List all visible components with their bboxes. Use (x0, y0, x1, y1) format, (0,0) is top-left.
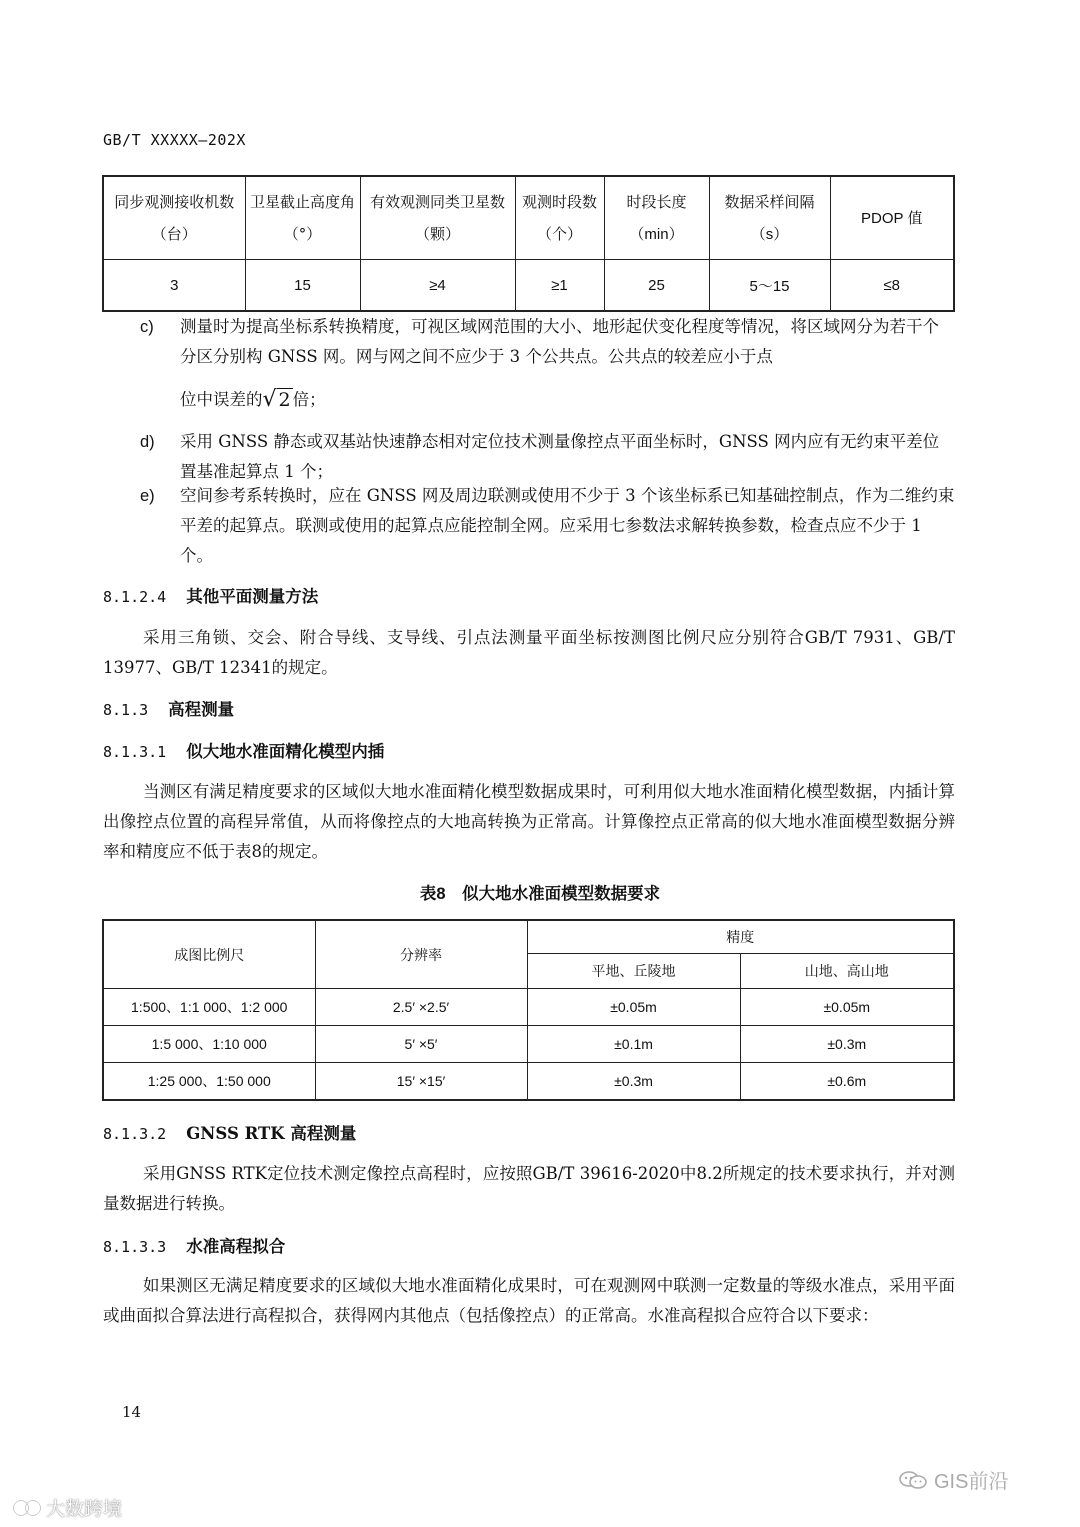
table-cell: 15′ ×15′ (315, 1063, 527, 1101)
header-cell: 精度 (527, 920, 954, 954)
table-row (103, 1026, 954, 1063)
header-cell: 数据采样间隔 （s） (709, 176, 830, 260)
document-code: GB/T XXXXX—202X (103, 131, 246, 149)
sqrt-symbol: √ 2 (262, 387, 291, 412)
header-cell: 时段长度 （min） (604, 176, 709, 260)
header-cell: 成图比例尺 (103, 920, 315, 989)
table-cell: 2.5′ ×2.5′ (315, 989, 527, 1026)
table-row (103, 989, 954, 1026)
table-row (103, 1063, 954, 1101)
table-cell: 5′ ×5′ (315, 1026, 527, 1063)
value-cell: 15 (245, 260, 360, 312)
section-heading-8133: 8.1.3.3 水准高程拟合 (103, 1237, 286, 1256)
table-cell: ±0.05m (740, 989, 954, 1026)
value-cell: ≥1 (515, 260, 604, 312)
header-cell: 卫星截止高度角 （°） (245, 176, 360, 260)
paragraph-8124: 采用三角锁、交会、附合导线、支导线、引点法测量平面坐标按测图比例尺应分别符合GB/T 7931、GB/T 13977、GB/T 12341的规定。 (103, 628, 955, 677)
header-cell: 同步观测接收机数 （台） (103, 176, 245, 260)
watermark-gis: GIS前沿 (898, 1465, 1008, 1494)
table-cell: 1:25 000、1:50 000 (103, 1063, 315, 1101)
paragraph-8133: 如果测区无满足精度要求的区域似大地水准面精化成果时，可在观测网中联测一定数量的等级水准点，采用平面或曲面拟合算法进行高程拟合，获得网内其他点（包括像控点）的正常高。水准高程拟合应符合以下要求： (103, 1276, 955, 1325)
section-heading-8124: 8.1.2.4 其他平面测量方法 (103, 587, 319, 606)
list-item-c-continued: 位中误差的√ 2 倍； (180, 387, 326, 412)
geoid-model-table (102, 919, 955, 1101)
table-cell: ±0.3m (740, 1026, 954, 1063)
paragraph-8132: 采用GNSS RTK定位技术测定像控点高程时，应按照GB/T 39616-2020中8.2所规定的技术要求执行，并对测量数据进行转换。 (103, 1164, 955, 1213)
value-cell: ≤8 (830, 260, 954, 312)
table-cell: 1:500、1:1 000、1:2 000 (103, 989, 315, 1026)
value-cell: 3 (103, 260, 245, 312)
value-cell: ≥4 (360, 260, 515, 312)
header-cell: PDOP 值 (830, 176, 954, 260)
table-cell: ±0.6m (740, 1063, 954, 1101)
table-header-row (103, 920, 954, 954)
header-cell: 分辨率 (315, 920, 527, 989)
logo-icon (12, 1498, 42, 1518)
table-caption: 表8 似大地水准面模型数据要求 (419, 885, 661, 903)
watermark-dashu: 大数跨境 (12, 1494, 122, 1521)
table-header-row (103, 176, 954, 260)
table-cell: ±0.3m (527, 1063, 740, 1101)
list-item-e: e) 空间参考系转换时，应在 GNSS 网及周边联测或使用不少于 3 个该坐标系已知基础控制点，作为二维约束平差的起算点。联测或使用的起算点应能控制全网。应采用七参数法求解转换参数，检查点应不少于 1 个。 (140, 486, 955, 565)
header-cell: 观测时段数 （个） (515, 176, 604, 260)
value-cell: 5～15 (709, 260, 830, 312)
table-row (103, 260, 954, 312)
section-heading-813: 8.1.3 高程测量 (103, 700, 235, 719)
paragraph-8131: 当测区有满足精度要求的区域似大地水准面精化模型数据成果时，可利用似大地水准面精化模型数据，内插计算出像控点位置的高程异常值，从而将像控点的大地高转换为正常高。计算像控点正常高的似大地水准面模型数据分辨率和精度应不低于表8的规定。 (103, 782, 955, 861)
gnss-observation-table (102, 175, 955, 312)
table-cell: 1:5 000、1:10 000 (103, 1026, 315, 1063)
table-cell: ±0.1m (527, 1026, 740, 1063)
header-cell: 平地、丘陵地 (527, 954, 740, 989)
value-cell: 25 (604, 260, 709, 312)
list-item-d: d) 采用 GNSS 静态或双基站快速静态相对定位技术测量像控点平面坐标时，GNSS 网内应有无约束平差位置基准起算点 1 个； (140, 432, 940, 481)
header-cell: 山地、高山地 (740, 954, 954, 989)
header-cell: 有效观测同类卫星数 （颗） (360, 176, 515, 260)
table-cell: ±0.05m (527, 989, 740, 1026)
section-heading-8132: 8.1.3.2 GNSS RTK 高程测量 (103, 1124, 357, 1143)
page-number: 14 (122, 1403, 142, 1421)
wechat-icon (898, 1470, 928, 1490)
section-heading-8131: 8.1.3.1 似大地水准面精化模型内插 (103, 742, 385, 761)
list-item-c: c) 测量时为提高坐标系转换精度，可视区域网范围的大小、地形起伏变化程度等情况，将区域网分为若干个分区分别构 GNSS 网。网与网之间不应少于 3 个公共点。公共点的较差应小于点 (140, 317, 939, 366)
